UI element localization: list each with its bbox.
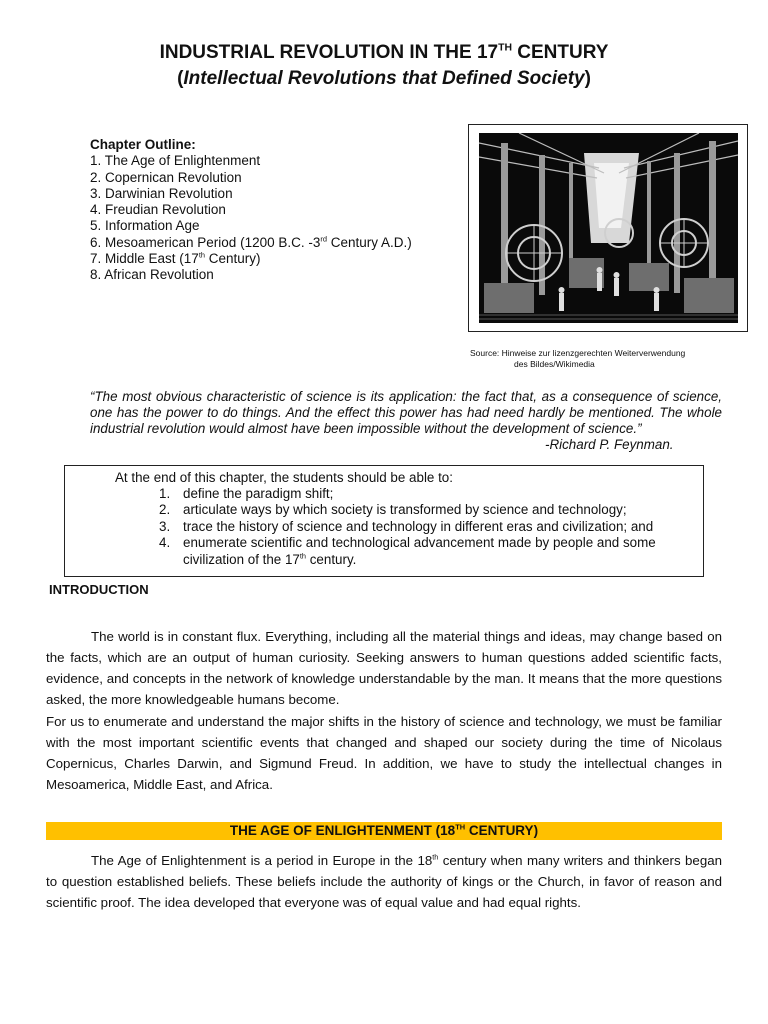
- source-line-1: Source: Hinweise zur lizenzgerechten Weiterverwendung: [470, 348, 686, 358]
- objectives-list: [159, 486, 695, 568]
- quote-text: “The most obvious characteristic of science is its application: the fact that, as a consequence of science, one has the power to do things. And the effect this power has had need hardly be mentioned. The whole industrial revolution would almost have been impossible without the development of science.”: [90, 389, 722, 437]
- introduction-heading: INTRODUCTION: [49, 582, 149, 597]
- objective-item: 4. enumerate scientific and technological advancement made by people and some civilization of the 17th century.: [159, 535, 656, 567]
- objective-item: 2. articulate ways by which society is transformed by science and technology;: [159, 502, 627, 518]
- outline-item: 4. Freudian Revolution: [90, 202, 226, 218]
- introduction-paragraph-1: The world is in constant flux. Everything, including all the material things and ideas, may change based on the facts, which are an output of human curiosity. Seeking answers to human questions added scientific facts, evidence, and concepts in the network of knowledge understandable by the man. It means that the more questions asked, the more knowledgeable humans become.: [46, 629, 722, 707]
- factory-engraving-image: [479, 133, 738, 323]
- introduction-paragraph-2: For us to enumerate and understand the major shifts in the history of science and technology, we must be familiar with the most important scientific events that changed and shaped our society during the time of Nicolaus Copernicus, Charles Darwin, and Sigmund Freud. In addition, we have to study the intellectual changes in Mesoamerica, Middle East, and Africa.: [46, 714, 722, 792]
- outline-item: 1. The Age of Enlightenment: [90, 153, 261, 169]
- objectives-intro: At the end of this chapter, the students should be able to:: [115, 470, 453, 485]
- outline-item: 2. Copernican Revolution: [90, 169, 242, 185]
- outline-item: 6. Mesoamerican Period (1200 B.C. -3rd Century A.D.): [90, 234, 412, 250]
- factory-engraving-figure: [468, 124, 748, 332]
- page-subtitle: (Intellectual Revolutions that Defined Society): [177, 68, 591, 89]
- objective-item: 1. define the paradigm shift;: [159, 486, 334, 501]
- feynman-quote: [90, 389, 722, 452]
- outline-item: 7. Middle East (17th Century): [90, 250, 261, 267]
- outline-item: 3. Darwinian Revolution: [90, 185, 233, 201]
- learning-objectives-box: [64, 465, 704, 577]
- outline-item: 5. Information Age: [90, 218, 200, 234]
- page-title: INDUSTRIAL REVOLUTION IN THE 17TH CENTURY: [159, 42, 609, 63]
- quote-author: -Richard P. Feynman.: [545, 437, 674, 452]
- enlightenment-paragraph: The Age of Enlightenment is a period in Europe in the 18th century when many writers and thinkers began to question established beliefs. These beliefs include the authority of kings or the Church, in favor of reason and scientific proof. The idea developed that everyone was of equal value and had equal rights.: [46, 852, 723, 910]
- source-line-2: des Bildes/Wikimedia: [514, 359, 595, 369]
- objective-item: 3. trace the history of science and technology in different eras and civilization; and: [159, 518, 654, 534]
- image-source-caption: [470, 348, 685, 370]
- chapter-outline-heading: Chapter Outline:: [90, 137, 196, 152]
- outline-item: 8. African Revolution: [90, 267, 214, 283]
- chapter-outline: [90, 137, 412, 284]
- section-banner-enlightenment: THE AGE OF ENLIGHTENMENT (18TH CENTURY): [46, 822, 722, 840]
